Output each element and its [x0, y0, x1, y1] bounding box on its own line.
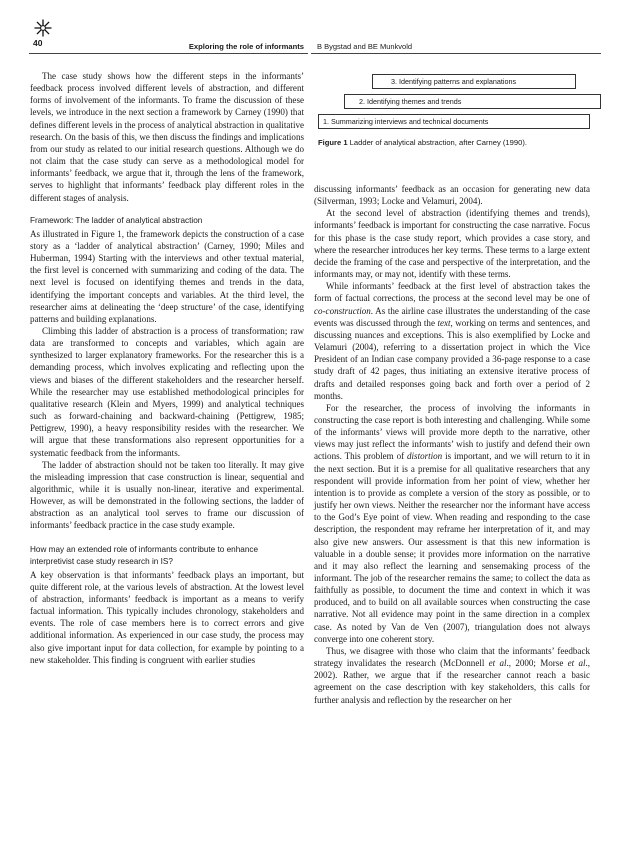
paragraph: Climbing this ladder of abstraction is a process of transformation; raw data are transformed to concepts and variables, which again are synthesized to larger explanatory frameworks. For the researcher this is a demanding process, which involves explicating and reflecting upon the views and biases of the different stakeholders and the researcher herself. While the researcher may use established methodological principles for qualitative research (Klein and Myers, 1999) and analytical techniques such as forward-chaining and backward-chaining (Pettigrew, 1985; Pettigrew, 1990), a heavy responsibility resides with the researcher. We will argue that these transformations also represent opportunities for a systematic feedback from the informants.: [30, 325, 304, 458]
paragraph: discussing informants’ feedback as an occasion for generating new data (Silverman, 1993; Locke and Velamuri, 2004).: [314, 184, 590, 207]
paragraph: Thus, we disagree with those who claim that the informants’ feedback strategy invalidates the research (McDonnell et al., 2000; Morse et al., 2002). Rather, we argue that if the researcher cannot reach a basic agreement on the case description with key stakeholders, this calls for further analysis and reflection by the researcher on her: [314, 645, 591, 705]
left-column: [30, 70, 304, 666]
right-column: [314, 183, 590, 706]
header-rule-right: [311, 53, 601, 54]
figure-caption-label: Figure 1: [318, 138, 348, 147]
ladder-step-2: 2. Identifying themes and trends: [344, 94, 601, 109]
section-heading-informants-role: How may an extended role of informants contribute to enhance interpretivist case study research in IS?: [30, 544, 259, 566]
header-rule-left: [29, 53, 308, 54]
ladder-step-1: 1. Summarizing interviews and technical documents: [318, 114, 590, 129]
paragraph: The ladder of abstraction should not be taken too literally. It may give the misleading impression that case construction is linear, sequential and algorithmic, while it is usually non-linear, iterative and experimental. However, as will be demonstrated in the following sections, the ladder of abstraction as an analytical tool serves to frame our discussion of informants’ feedback practice in the case study example.: [30, 459, 304, 531]
figure-caption-text: Ladder of analytical abstraction, after Carney (1990).: [349, 138, 527, 147]
paragraph: At the second level of abstraction (identifying themes and trends), informants’ feedback is important for constructing the case narrative. Focus for this phase is the case study report, which provides a case story, and where the researcher introduces her key terms. These terms to a large extent decide the framing of the case and perspective of the interpretation, and the informants may, or may not, identify with these terms.: [314, 208, 590, 280]
asterisk-star-icon: [34, 19, 52, 37]
running-title: Exploring the role of informants: [188, 42, 304, 51]
section-heading-framework: Framework: The ladder of analytical abstraction: [30, 215, 203, 225]
ladder-figure: [318, 72, 590, 132]
paragraph: For the researcher, the process of involving the informants in constructing the case report is both interesting and challenging. While some of the informants’ views will provide more depth to the narrative, other views may just reflect the informants’ wish to justify and defend their own actions. This problem of distortion is important, and we will return to it in the next section. But it is a premise for all qualitative researchers that any respondent will provide information from her point of view, whether her intention is to provide as complete a version of the story as possible, or to justify her own views. Neither the researcher nor the informant have access to the God’s Eye point of view. When reading and responding to the case description, the respondent may reframe her interpretation of it, and may also give new answers. Our assessment is that this new information is valuable in a double sense; it provides more information on the narrative and it may also reflect the learning and sensemaking process of the informant. The job of the researcher remains the same; to collect the data as faithfully as possible, to document the time and context in which it was produced, and to build on all available sources when constructing the case narrative. Not all evidence may point in the same direction in a complex case. As noted by Van de Ven (2007), triangulation does not always converge into one coherent story.: [314, 402, 590, 644]
paragraph: As illustrated in Figure 1, the framework depicts the construction of a case story as a ‘ladder of analytical abstraction’ (Carney, 1990; Miles and Huberman, 1994) Starting with the interviews and other textual material, the first level is concerned with summarizing and coding of the data. The next level is focused on identifying themes and trends in the data, identifying the important concepts and variables. At the third level, the researcher aims at delineating the ‘deep structure’ of the case, identifying patterns and building explanations.: [30, 228, 304, 324]
paragraph: A key observation is that informants’ feedback plays an important, but quite different role, at the various levels of abstraction. At the lowest level of abstraction, informants’ feedback is important as a means to verify factual information. This typically includes chronology, stakeholders and events. The role of case members here is to correct errors and give additional information. As experienced in our case study, the process may also give important input for data collection, for example by pointing to a new stakeholder. This finding is congruent with earlier studies: [30, 569, 304, 665]
paragraph: While informants’ feedback at the first level of abstraction takes the form of factual corrections, the process at the second level may be one of co-construction. As the airline case illustrates the understanding of the case events was discussed through the text, working on terms and sentences, and discussing nuances and exceptions. This is also exemplified by Locke and Velamuri (2004), referring to a dissertation project in which the Vice President of an Indian case company provided a 36-page response to a case study draft of 42 pages, thus initiating an extensive iterative process of drafts and detailed responses going back and forth over a period of 2 months.: [314, 281, 590, 401]
ladder-step-3: 3. Identifying patterns and explanations: [372, 74, 576, 89]
intro-paragraph: The case study shows how the different steps in the informants’ feedback process involved different levels of abstraction, and different forms of involvement of the informants. To frame the discussion of these levels, we introduce in the next section a framework by Carney (1990) that defines different levels in the process of analytical abstraction in qualitative research. On the basis of this, we then discuss the findings and implications from our study as related to our initial research questions. Although we do not claim that the case study can serve as a methodological model for informants’ feedback, we argue that it, through the lens of the framework, serves to highlight that informants’ feedback play different roles in the different stages of analysis.: [30, 71, 304, 203]
page-number: 40: [33, 38, 43, 48]
figure-caption: [318, 138, 590, 148]
running-authors: B Bygstad and BE Munkvold: [317, 42, 413, 51]
